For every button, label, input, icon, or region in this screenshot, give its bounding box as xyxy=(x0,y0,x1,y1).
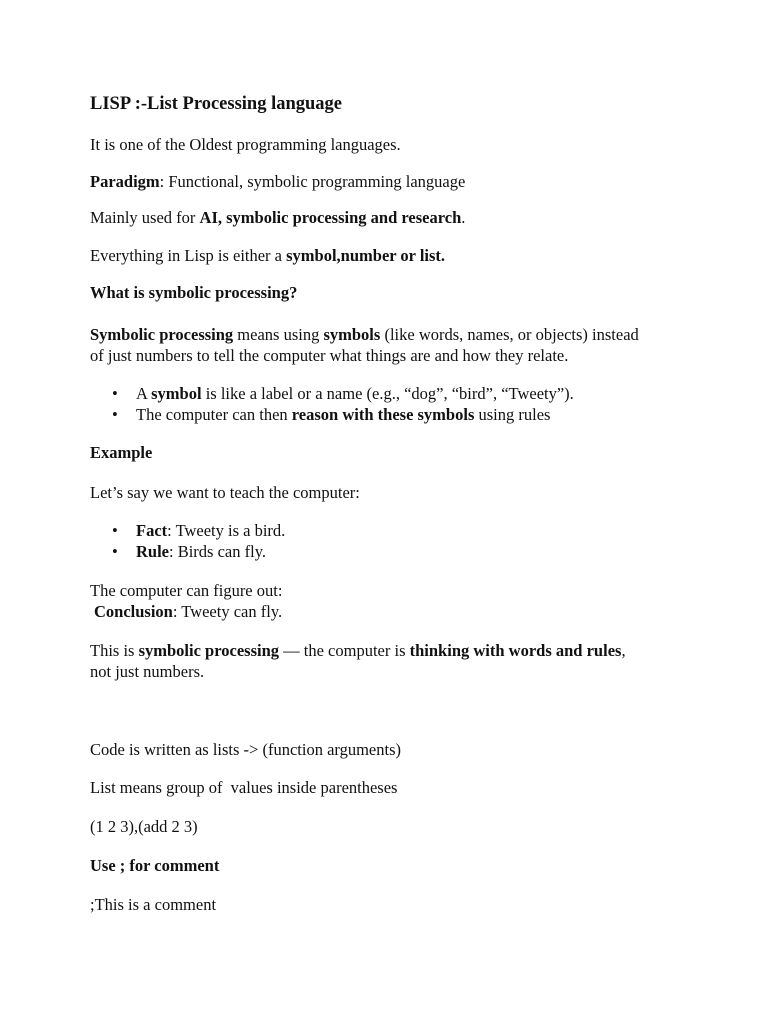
definition-line-2: of just numbers to tell the computer what things are and how they relate. xyxy=(90,346,569,365)
everything-bold: symbol,number or list. xyxy=(286,246,446,265)
definition-text-1: means using xyxy=(233,325,324,344)
bullet-text: A symbol is like a label or a name (e.g., “dog”, “bird”, “Tweety”). xyxy=(136,384,574,403)
question-heading: What is symbolic processing? xyxy=(90,283,298,302)
example-heading: Example xyxy=(90,443,153,462)
bullet-icon: • xyxy=(112,405,118,424)
conclusion-line xyxy=(94,601,282,622)
example-intro: Let’s say we want to teach the computer: xyxy=(90,483,360,502)
intro-line: It is one of the Oldest programming languages. xyxy=(90,135,401,154)
comment-example-line: ;This is a comment xyxy=(90,895,217,914)
usage-line xyxy=(90,207,465,228)
bullet-text: Rule: Birds can fly. xyxy=(136,542,266,561)
conclusion-text: : Tweety can fly. xyxy=(172,602,283,621)
document-title: LISP :-List Processing language xyxy=(90,94,342,114)
summary-line-2: not just numbers. xyxy=(90,662,205,681)
bullet-text: Fact: Tweety is a bird. xyxy=(136,521,286,540)
bullet-icon: • xyxy=(112,542,118,561)
comment-heading: Use ; for comment xyxy=(90,856,220,875)
bullet-text: The computer can then reason with these symbols using rules xyxy=(136,405,551,424)
paradigm-line xyxy=(90,171,465,192)
everything-pre: Everything in Lisp is either a xyxy=(90,246,287,265)
definition-bold-1: Symbolic processing xyxy=(90,325,234,344)
paradigm-label: Paradigm xyxy=(90,172,160,191)
summary-line-1: This is symbolic processing — the computer is thinking with words and rules, xyxy=(90,641,626,660)
definition-text-2: (like words, names, or objects) instead xyxy=(380,325,639,344)
list-example-line: (1 2 3),(add 2 3) xyxy=(90,817,198,836)
document-page xyxy=(90,0,690,1024)
list-means-line: List means group of values inside parentheses xyxy=(90,778,398,797)
bullet-icon: • xyxy=(112,384,118,403)
definition-bold-2: symbols xyxy=(323,325,381,344)
paradigm-text: : Functional, symbolic programming language xyxy=(159,172,466,191)
figure-out-line: The computer can figure out: xyxy=(90,581,283,600)
code-lists-line: Code is written as lists -> (function arguments) xyxy=(90,740,401,759)
usage-post: . xyxy=(461,208,466,227)
usage-bold: AI, symbolic processing and research xyxy=(199,208,462,227)
usage-pre: Mainly used for xyxy=(90,208,200,227)
everything-line xyxy=(90,245,445,266)
bullet-icon: • xyxy=(112,521,118,540)
definition-line-1 xyxy=(90,324,639,345)
conclusion-label: Conclusion xyxy=(94,602,173,621)
